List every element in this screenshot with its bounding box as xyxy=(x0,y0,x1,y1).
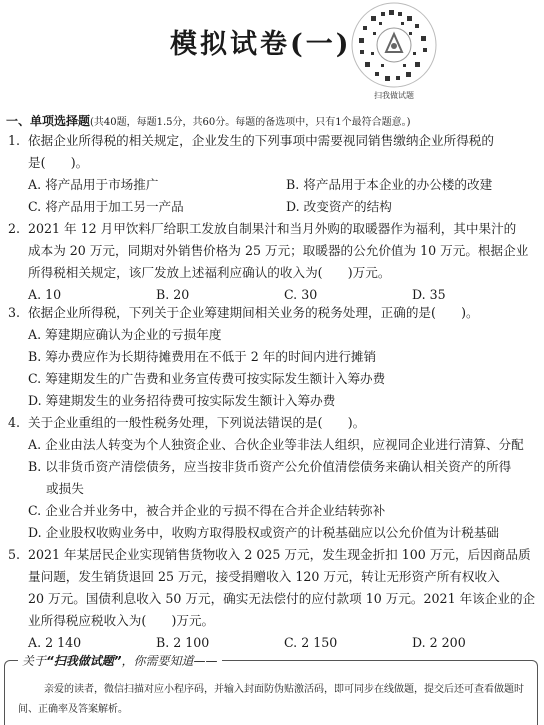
question-stem-cont: 成本为 20 万元，同期对外销售价格为 25 万元；取暖器的公允价值为 10 万元。根据企业 xyxy=(28,243,529,258)
question-stem: 关于企业重组的一般性税务处理，下列说法错误的是( )。 xyxy=(28,415,366,430)
about-box xyxy=(4,650,540,720)
option-b-cont: 或损失 xyxy=(46,481,84,496)
question-stem-cont: 量问题，发生销货退回 25 万元，接受捐赠收入 120 万元，转让无形资产所有权收入 xyxy=(28,569,500,584)
question-4 xyxy=(8,412,538,544)
option-a[interactable]: A. 将产品用于市场推广 xyxy=(28,177,159,192)
question-stem-cont: 业所得税应税收入为( )万元。 xyxy=(28,613,215,628)
question-number: 3. xyxy=(8,305,21,320)
question-number: 4. xyxy=(8,415,21,430)
option-d[interactable]: D. 企业股权收购业务中，收购方取得股权或资产的计税基础应以公允价值为计税基础 xyxy=(28,525,500,540)
option-a[interactable]: A. 企业由法人转变为个人独资企业、合伙企业等非法人组织，应视同企业进行清算、分配 xyxy=(28,437,524,452)
question-stem-cont: 所得税相关规定，该厂发放上述福利应确认的收入为( )万元。 xyxy=(28,265,391,280)
option-a[interactable]: A. 筹建期应确认为企业的亏损年度 xyxy=(28,327,222,342)
option-d[interactable]: D. 筹建期发生的业务招待费可按实际发生额计入筹办费 xyxy=(28,393,336,408)
question-stem: 依据企业所得税的相关规定，企业发生的下列事项中需要视同销售缴纳企业所得税的 xyxy=(28,133,494,148)
question-stem: 2021 年 12 月甲饮料厂给职工发放自制果汁和当月外购的取暖器作为福利，其中果汁的 xyxy=(28,221,517,236)
option-a[interactable]: A. 2 140 xyxy=(28,635,82,650)
question-number: 5. xyxy=(8,547,21,562)
question-stem-cont: 是( )。 xyxy=(28,155,89,170)
about-title: 关于“扫我做试题”，你需要知道—— xyxy=(18,652,222,669)
option-c[interactable]: C. 2 150 xyxy=(284,635,338,650)
page-title: 模拟试卷(一) xyxy=(170,29,352,60)
question-stem: 2021 年某居民企业实现销售货物收入 2 025 万元，发生现金折扣 100 万元，后因商品质 xyxy=(28,547,531,562)
options xyxy=(8,174,538,218)
question-number: 1. xyxy=(8,133,21,148)
option-d[interactable]: D. 2 200 xyxy=(412,635,466,650)
option-d[interactable]: D. 改变资产的结构 xyxy=(286,199,392,214)
section-note: (共40题，每题1.5分，共60分。每题的备选项中，只有1个最符合题意。) xyxy=(90,117,411,128)
question-stem: 依据企业所得税，下列关于企业筹建期间相关业务的税务处理，正确的是( )。 xyxy=(28,305,479,320)
option-c[interactable]: C. 企业合并业务中，被合并企业的亏损不得在合并企业结转弥补 xyxy=(28,503,386,518)
question-3 xyxy=(8,302,538,412)
option-b[interactable]: B. 将产品用于本企业的办公楼的改建 xyxy=(286,177,493,192)
about-text: 亲爱的读者，微信扫描对应小程序码，并输入封面防伪贴激活码，即可同步在线做题，提交后还可查看做题时间、正确率及答案解析。 xyxy=(18,684,524,715)
option-b[interactable]: B. 2 100 xyxy=(156,635,210,650)
option-c[interactable]: C. 30 xyxy=(284,287,318,302)
option-c[interactable]: C. 将产品用于加工另一产品 xyxy=(28,199,184,214)
option-b[interactable]: B. 筹办费应作为长期待摊费用在不低于 2 年的时间内进行摊销 xyxy=(28,349,377,364)
qr-caption: 扫我做试题 xyxy=(374,91,414,100)
option-b[interactable]: B. 20 xyxy=(156,287,190,302)
option-c[interactable]: C. 筹建期发生的广告费和业务宣传费可按实际发生额计入筹办费 xyxy=(28,371,386,386)
question-stem-cont: 20 万元。国债利息收入 50 万元，确实无法偿付的应付款项 10 万元。2021 年该企业的企 xyxy=(28,591,536,606)
option-d[interactable]: D. 35 xyxy=(412,287,446,302)
question-5 xyxy=(8,544,538,654)
question-number: 2. xyxy=(8,221,21,236)
section-label: 一、单项选择题 xyxy=(6,114,91,128)
question-1 xyxy=(8,130,538,218)
option-b[interactable]: B. 以非货币资产清偿债务，应当按非货币资产公允价值清偿债务来确认相关资产的所得 xyxy=(28,459,512,474)
qr-code[interactable] xyxy=(351,2,437,88)
section-heading xyxy=(6,112,411,129)
option-a[interactable]: A. 10 xyxy=(28,287,62,302)
question-2 xyxy=(8,218,538,306)
